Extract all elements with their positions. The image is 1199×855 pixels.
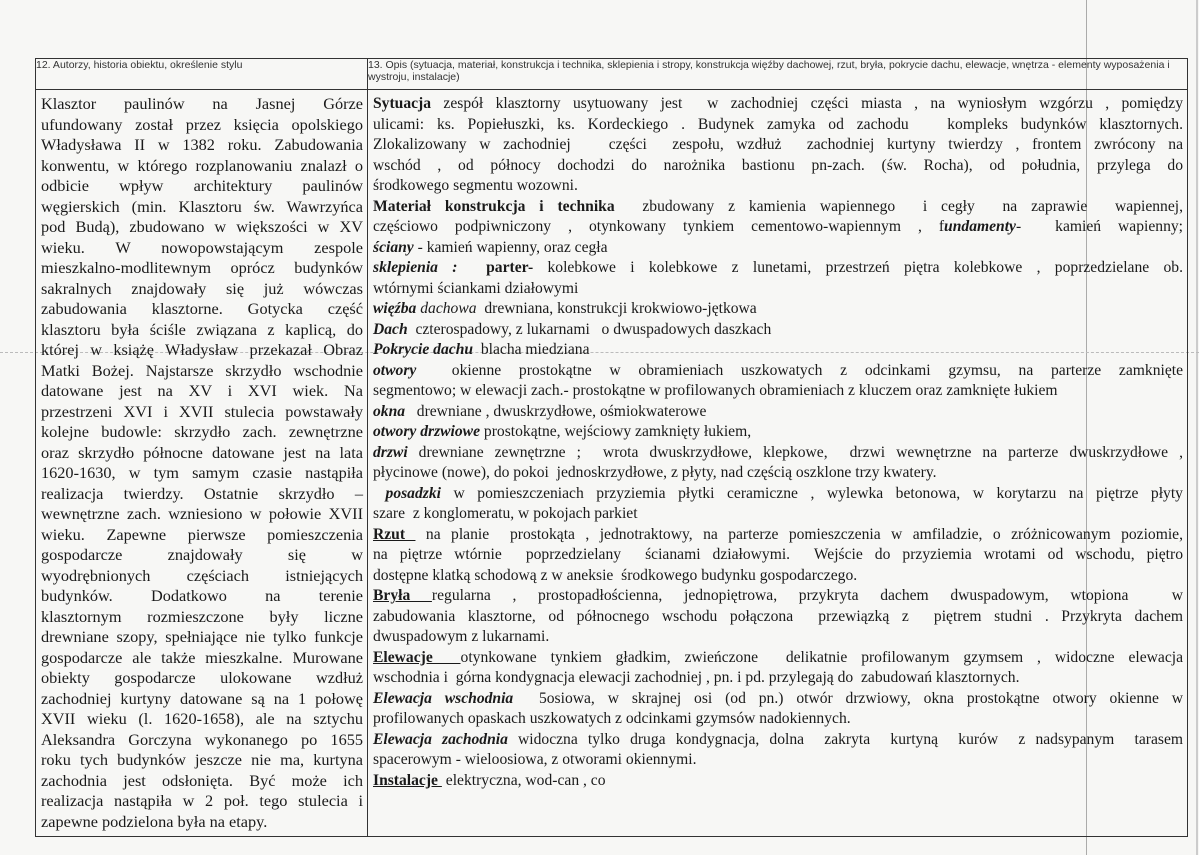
description-line — [373, 689, 1183, 710]
history-text-line: oraz skrzydło północne datowane jest na lata — [41, 442, 363, 462]
description-text: elektryczna, wod-can , co — [441, 771, 606, 789]
description-text: drewniane zewnętrzne ; wrota dwuskrzydłowe, klepkowe, drzwi wewnętrzne na parterze dwuskrzydłowe , — [407, 443, 1183, 461]
history-text-line: wieku. W nowopowstającym zespole — [41, 237, 363, 257]
history-text-line: Władysława II w 1382 roku. Zabudowania — [41, 135, 363, 154]
description-text: drewniane , dwuskrzydłowe, ośmiokwaterowe — [405, 402, 707, 420]
section-label: więźba — [373, 300, 417, 317]
history-text-line: sakralnych znajdowały się już wówczas — [41, 278, 363, 298]
description-text: zbudowany z kamienia wapiennego i cegły na zaprawie wapiennej, — [614, 197, 1184, 215]
description-text: otynkowane tynkiem gładkim, zwieńczone delikatnie profilowanym gzymsem , widoczne elewacja — [460, 648, 1183, 666]
paragraph-otwory — [373, 361, 1183, 402]
history-text-line: ufundowany został przez księcia opolskiego — [41, 114, 363, 134]
description-text: w pomieszczeniach przyziemia płytki ceramiczne , wylewka betonowa, w korytarzu na piętrze płyty — [440, 484, 1183, 502]
history-text-line: obiekty gospodarcze ulokowane wzdłuż — [41, 668, 363, 687]
description-line — [373, 504, 1183, 525]
history-text-line: wewnętrzne zach. wzniesiono w połowie XVII — [41, 504, 363, 523]
history-text-line: realizacja twierdzy. Ostatnie skrzydło – — [41, 483, 363, 503]
section-label: parter- — [486, 259, 534, 276]
paragraph-dach — [373, 320, 1183, 341]
paragraph-bryla — [373, 586, 1183, 648]
history-text-line: gospodarcze ale także mieszkalne. Murowane — [41, 647, 363, 667]
history-text-cell — [36, 90, 368, 837]
section-label: Sytuacja — [373, 95, 432, 112]
history-text-line: Matki Bożej. Najstarsze skrzydło wschodnie — [41, 360, 363, 380]
history-text-line: kolejne budowle: skrzydło zach. zewnętrzne — [41, 422, 363, 441]
description-line — [373, 320, 1183, 341]
description-text: blacha miedziana — [473, 341, 590, 358]
description-line — [373, 135, 1183, 156]
description-text: częściowo podpiwniczony , otynkowany tynkiem cementowo-wapiennym , f — [373, 218, 945, 235]
history-text-line: zachodniej kurtyny datowane są na 1 połowę — [41, 688, 363, 708]
description-text: 5osiowa, w skrajnej osi (od pn.) otwór drzwiowy, okna prostokątne otwory okienne w — [513, 689, 1183, 707]
description-text: prostokątne, wejściowy zamknięty łukiem, — [480, 423, 752, 440]
paragraph-okna — [373, 402, 1183, 423]
description-line — [373, 217, 1183, 238]
history-text-line: konwentu, w którego rozplanowaniu znalazł o — [41, 155, 363, 175]
history-text-line: mieszkalno-modlitewnym oprócz budynków — [41, 258, 363, 277]
description-line — [373, 586, 1183, 607]
description-text: ulicami: ks. Popiełuszki, ks. Kordeckiego . Budynek zamyka od zachodu kompleks budynków klasztornych. — [373, 115, 1183, 133]
section-label: okna — [373, 402, 406, 420]
paragraph-sklepienia — [373, 258, 1183, 299]
history-text-line: klasztornym rozmieszczone były liczne — [41, 606, 363, 626]
paragraph-rzut — [373, 525, 1183, 587]
description-line — [373, 668, 1183, 689]
description-text: szare z konglomeratu, w pokojach parkiet — [373, 505, 638, 522]
description-text: zabudowania klasztorne, od północnego wschodu połączona przewiązką z piętrem studni . Przykryta dachem — [373, 607, 1183, 625]
history-text-line: gospodarcze znajdowały się w — [41, 545, 363, 564]
description-line — [373, 402, 1183, 423]
description-line — [373, 258, 1183, 279]
description-text: wtórnymi ściankami działowymi — [373, 279, 579, 297]
description-text: regularna , prostopadłościenna, jednopiętrowa, przykryta dachem dwuspadowym, wtopiona w — [431, 587, 1183, 604]
description-text: profilowanych opaskach uszkowatych z odcinkami gzymsów nadokiennych. — [373, 710, 851, 727]
description-line — [373, 730, 1183, 751]
section-label: Pokrycie dachu — [373, 341, 474, 358]
description-text: wschodnia i górna kondygnacja elewacji zachodniej , pn. i pd. przylegają do zabudowań klasztornych. — [373, 669, 1020, 686]
history-text-line: węgierskich (min. Klasztoru św. Wawrzyńca — [41, 196, 363, 216]
paragraph-drzwi — [373, 443, 1183, 484]
paragraph-sytuacja — [373, 94, 1183, 197]
history-text-line: budynków. Dodatkowo na terenie — [41, 586, 363, 605]
description-line — [373, 443, 1183, 464]
description-text — [457, 259, 486, 276]
paragraph-elewacja-zachodnia — [373, 730, 1183, 771]
description-text: Zlokalizowany w zachodniej części zespołu, wzdłuż zachodniej kurtyny twierdzy , frontem zwrócony na — [373, 136, 1183, 153]
description-text: dostępne klatką schodową z w aneksie środkowego budynku gospodarczego. — [373, 566, 858, 584]
section-label: drzwi — [373, 443, 408, 461]
description-text: - kamień wapienny, oraz cegła — [413, 238, 608, 256]
history-text-line: przestrzeni XVI i XVII stulecia powstawały — [41, 401, 363, 421]
description-line — [373, 709, 1183, 730]
paragraph-material — [373, 197, 1183, 259]
description-form-table — [35, 58, 1188, 837]
description-line — [373, 176, 1183, 197]
description-text: zespół klasztorny usytuowany jest w zachodniej części miasta , na wyniosłym wzgórzu , pomiędzy — [431, 95, 1183, 112]
description-text: drewniana, konstrukcji krokwiowo-jętkowa — [476, 300, 757, 317]
paragraph-pokrycie — [373, 340, 1183, 361]
description-line — [373, 94, 1183, 115]
description-text: na planie prostokąta , jednotraktowy, na parterze pomieszczenia w amfiladzie, o zróżnicowanym poziomie, — [415, 525, 1184, 543]
section-label: Elewacje — [373, 648, 461, 666]
description-line — [373, 381, 1183, 402]
history-text-line: zabudowania klasztorne. Gotycka część — [41, 299, 363, 318]
history-text-line: Aleksandra Gorczyna wykonanego po 1655 — [41, 729, 363, 749]
content-row — [36, 90, 1188, 837]
history-text-line: roku tych budynków jeszcze nie ma, kurtyna — [41, 750, 363, 769]
history-text-line: której w książę Władysław przekazał Obraz — [41, 340, 363, 359]
description-line — [373, 463, 1183, 484]
description-line — [373, 279, 1183, 300]
header-row — [36, 59, 1188, 90]
description-text: - kamień wapienny; — [1015, 218, 1183, 235]
paragraph-elewacja-wschodnia — [373, 689, 1183, 730]
description-text: na piętrze wtórnie poprzedzielany ścianami działowymi. Wejście do przyziemia wrotami od wschodu, piętro — [373, 546, 1183, 563]
description-text: czterospadowy, z lukarnami o dwuspadowych daszkach — [407, 320, 772, 338]
header-description: 13. Opis (sytuacja, materiał, konstrukcja i technika, sklepienia i stropy, konstrukcja więźby dachowej, rzut, bryła, pokrycie dachu, elewacje, wnętrza - elementy wyposażenia i wystroju, instalacje) — [368, 59, 1188, 90]
description-text: kolebkowe i kolebkowe z lunetami, przestrzeń piętra kolebkowe , poprzedzielane ob. — [533, 259, 1183, 276]
history-text-line: klasztoru była ściśle związana z kaplicą, do — [41, 319, 363, 339]
section-label: otwory — [373, 361, 417, 379]
history-text-line: Klasztor paulinów na Jasnej Górze — [41, 94, 363, 113]
description-line — [373, 340, 1183, 361]
section-label: Elewacja wschodnia — [373, 689, 514, 707]
history-text-line: odbicie wpływ architektury paulinów — [41, 176, 363, 195]
description-line — [373, 607, 1183, 628]
history-text-line: datowane jest na XV i XVI wiek. Na — [41, 381, 363, 400]
description-text — [373, 485, 386, 502]
section-label: otwory drzwiowe — [373, 423, 481, 440]
history-text-line: zachodnia jest odsłonięta. Być może ich — [41, 770, 363, 790]
history-text-line: wieku. Zapewne pierwsze pomieszczenia — [41, 524, 363, 544]
description-line — [373, 750, 1183, 771]
section-label: posadzki — [385, 484, 441, 502]
section-label: dachowa — [416, 300, 477, 317]
section-label: Dach — [373, 320, 408, 338]
history-text-line: realizacja nastąpiła w 2 poł. tego stulecia i — [41, 791, 363, 810]
description-line — [373, 422, 1183, 443]
description-text: spacerowym - wieloosiowa, z otworami okiennymi. — [373, 751, 697, 768]
paragraph-otwory-drzwiowe — [373, 422, 1183, 443]
description-text: okienne prostokątne w obramieniach uszkowatych z odcinkami gzymsu, na parterze zamknięte — [416, 361, 1183, 379]
history-text-line: XVII wieku (l. 1620-1658), ale na sztychu — [41, 709, 363, 728]
description-line — [373, 299, 1183, 320]
description-line — [373, 156, 1183, 177]
section-label: Rzut — [373, 525, 416, 543]
section-label: Materiał konstrukcja i technika — [373, 197, 615, 215]
section-label: undamenty — [944, 218, 1016, 235]
section-label: Instalacje — [373, 771, 442, 789]
description-line — [373, 545, 1183, 566]
history-text-line: pod Budą), zbudowano w większości w XV — [41, 217, 363, 236]
section-label: Bryła — [373, 587, 432, 604]
section-label: sklepienia : — [373, 259, 458, 276]
description-line — [373, 197, 1183, 218]
paragraph-elewacje — [373, 648, 1183, 689]
history-text-line: 1620-1630, w tym samym czasie nastąpiła — [41, 463, 363, 482]
section-label: Elewacja zachodnia — [373, 730, 508, 748]
description-text: środkowego segmentu wozowni. — [373, 177, 578, 194]
description-line — [373, 361, 1183, 382]
description-text: płycinowe (nowe), do pokoi jednoskrzydłowe, z płyty, nad częścią oszklone trzy kwatery. — [373, 464, 937, 481]
paragraph-wiezba — [373, 299, 1183, 320]
paragraph-instalacje — [373, 771, 1183, 792]
description-text: wschód , od północy dochodzi do narożnika bastionu pn-zach. (św. Rocha), od południa, przylega do — [373, 156, 1183, 174]
paragraph-posadzki — [373, 484, 1183, 525]
description-text-cell — [368, 90, 1188, 837]
description-line — [373, 115, 1183, 136]
description-line — [373, 627, 1183, 648]
description-text: dwuspadowym z lukarnami. — [373, 628, 550, 645]
description-line — [373, 238, 1183, 259]
description-text: segmentowo; w elewacji zach.- prostokątne w profilowanych obramieniach z kluczem oraz zamknięte łukiem — [373, 382, 1058, 399]
description-line — [373, 525, 1183, 546]
description-line — [373, 566, 1183, 587]
history-text-line: wyodrębnionych częściach istniejących — [41, 565, 363, 585]
scan-edge — [1196, 0, 1198, 855]
description-text: widoczna tylko druga kondygnacja, dolna zakryta kurtyną kurów z nadsypanym tarasem — [507, 730, 1183, 748]
history-text-line: zapewne podzielona była na etapy. — [41, 811, 268, 831]
description-line — [373, 771, 1183, 792]
description-line — [373, 484, 1183, 505]
history-text-line: drewniane szopy, spełniające nie tylko funkcje — [41, 627, 363, 646]
section-label: ściany — [373, 238, 414, 256]
header-authors-history: 12. Autorzy, historia obiektu, określenie stylu — [36, 59, 368, 90]
description-line — [373, 648, 1183, 669]
